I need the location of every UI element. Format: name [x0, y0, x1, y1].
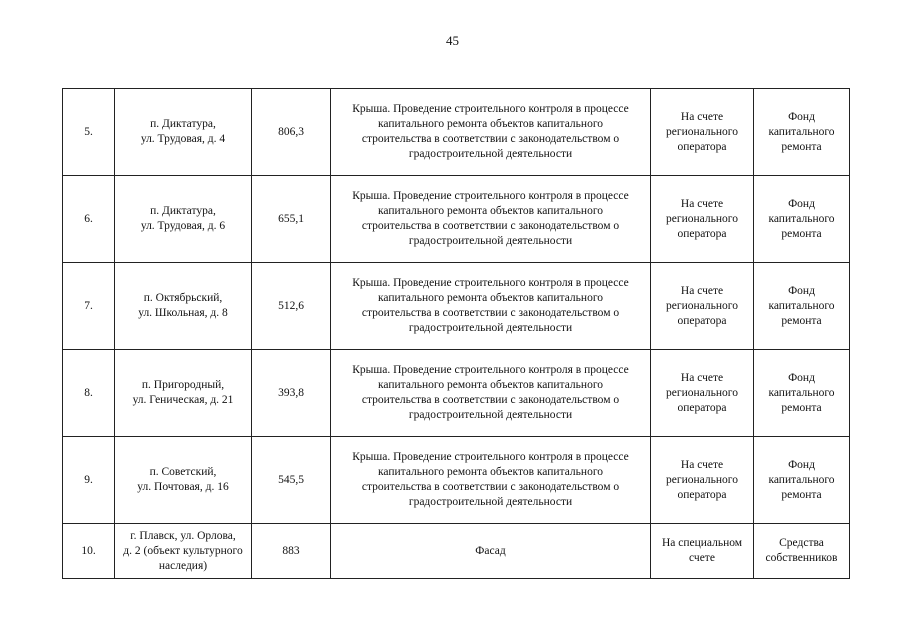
table-row [63, 89, 850, 176]
funding-source-cell-line: ремонта [781, 314, 822, 327]
funding-source-cell-line: капитального [768, 212, 835, 225]
address-cell-line: наследия) [158, 559, 208, 572]
account-cell [651, 263, 754, 350]
account-cell-line: оператора [677, 488, 727, 501]
address-cell-line: п. Диктатура, [150, 205, 216, 217]
funding-source-cell [754, 524, 850, 579]
account-cell-line: На счете [680, 197, 724, 210]
table-row [63, 263, 850, 350]
funding-source-cell-line: ремонта [781, 488, 822, 501]
table-row [63, 176, 850, 263]
area-cell: 883 [252, 524, 331, 579]
work-type-cell-line: Крыша. Проведение строительного контроля в процессе [352, 190, 629, 202]
account-cell-line: регионального [666, 125, 738, 138]
account-cell-line: На счете [680, 284, 724, 297]
address-cell-line: п. Советский, [149, 466, 217, 478]
work-type-cell-line: градостроительной деятельности [408, 322, 573, 334]
address-cell [115, 176, 252, 263]
funding-source-cell [754, 350, 850, 437]
account-cell [651, 89, 754, 176]
work-type-cell-line: Крыша. Проведение строительного контроля в процессе [352, 277, 629, 289]
funding-source-cell-line: собственников [765, 552, 838, 564]
work-type-cell-line: градостроительной деятельности [408, 235, 573, 247]
address-cell [115, 350, 252, 437]
work-type-cell-line: строительства в соответствии с законодательством о [361, 307, 620, 319]
table-row [63, 437, 850, 524]
funding-source-cell-line: Фонд [788, 371, 815, 384]
row-number: 7. [63, 263, 115, 350]
address-cell-line: ул. Трудовая, д. 4 [140, 133, 226, 145]
table-row [63, 350, 850, 437]
row-number: 5. [63, 89, 115, 176]
address-cell-line: ул. Трудовая, д. 6 [140, 220, 226, 232]
account-cell [651, 437, 754, 524]
funding-source-cell-line: ремонта [781, 140, 822, 153]
area-cell: 393,8 [252, 350, 331, 437]
account-cell-line: счете [689, 552, 715, 564]
funding-source-cell-line: Средства [779, 537, 824, 549]
account-cell [651, 524, 754, 579]
work-type-cell-line: Фасад [475, 544, 506, 557]
work-type-cell-line: градостроительной деятельности [408, 148, 573, 160]
funding-source-cell-line: Фонд [788, 284, 815, 297]
address-cell-line: п. Пригородный, [141, 379, 225, 391]
account-cell-line: оператора [677, 227, 727, 240]
funding-source-cell [754, 263, 850, 350]
row-number: 6. [63, 176, 115, 263]
address-cell-line: г. Плавск, ул. Орлова, [130, 529, 236, 542]
funding-source-cell-line: капитального [768, 386, 835, 399]
account-cell-line: регионального [666, 386, 738, 399]
address-cell-line: ул. Школьная, д. 8 [138, 307, 228, 319]
row-number: 8. [63, 350, 115, 437]
funding-source-cell-line: капитального [768, 125, 835, 138]
table-row [63, 524, 850, 579]
account-cell [651, 350, 754, 437]
account-cell-line: На специальном [661, 537, 743, 549]
work-type-cell-line: капитального ремонта объектов капитального [377, 379, 603, 391]
address-cell-line: п. Диктатура, [150, 118, 216, 130]
work-type-cell [331, 437, 651, 524]
funding-source-cell-line: Фонд [788, 458, 815, 471]
work-type-cell-line: строительства в соответствии с законодательством о [361, 481, 620, 493]
funding-source-cell [754, 176, 850, 263]
work-type-cell-line: капитального ремонта объектов капитального [377, 466, 603, 478]
funding-source-cell [754, 437, 850, 524]
address-cell [115, 437, 252, 524]
page-number: 45 [446, 33, 459, 48]
work-type-cell [331, 176, 651, 263]
work-type-cell-line: строительства в соответствии с законодательством о [361, 394, 620, 406]
work-type-cell-line: строительства в соответствии с законодательством о [361, 133, 620, 145]
account-cell-line: оператора [677, 314, 727, 327]
funding-source-cell-line: Фонд [788, 110, 815, 123]
table-body [63, 89, 850, 579]
address-cell [115, 524, 252, 579]
funding-source-cell-line: ремонта [781, 401, 822, 414]
account-cell-line: На счете [680, 110, 724, 123]
work-type-cell [331, 89, 651, 176]
account-cell-line: регионального [666, 299, 738, 312]
account-cell-line: регионального [666, 212, 738, 225]
funding-source-cell [754, 89, 850, 176]
account-cell-line: оператора [677, 140, 727, 153]
work-type-cell [331, 524, 651, 579]
account-cell-line: На счете [680, 371, 724, 384]
funding-source-cell-line: капитального [768, 473, 835, 486]
funding-source-cell-line: капитального [768, 299, 835, 312]
work-type-cell [331, 350, 651, 437]
work-type-cell-line: капитального ремонта объектов капитального [377, 118, 603, 130]
work-type-cell-line: Крыша. Проведение строительного контроля в процессе [352, 364, 629, 376]
row-number: 9. [63, 437, 115, 524]
work-type-cell-line: градостроительной деятельности [408, 409, 573, 421]
repair-program-table [62, 88, 850, 579]
work-type-cell-line: строительства в соответствии с законодательством о [361, 220, 620, 232]
area-cell: 806,3 [252, 89, 331, 176]
funding-source-cell-line: ремонта [781, 227, 822, 240]
account-cell-line: На счете [680, 458, 724, 471]
address-cell-line: п. Октябрьский, [143, 292, 223, 304]
account-cell-line: оператора [677, 401, 727, 414]
work-type-cell-line: капитального ремонта объектов капитального [377, 292, 603, 304]
work-type-cell-line: градостроительной деятельности [408, 496, 573, 508]
work-type-cell-line: Крыша. Проведение строительного контроля в процессе [352, 103, 629, 115]
address-cell-line: ул. Геническая, д. 21 [132, 394, 234, 406]
area-cell: 655,1 [252, 176, 331, 263]
area-cell: 545,5 [252, 437, 331, 524]
work-type-cell-line: капитального ремонта объектов капитального [377, 205, 603, 217]
address-cell-line: д. 2 (объект культурного [123, 544, 243, 557]
account-cell-line: регионального [666, 473, 738, 486]
address-cell-line: ул. Почтовая, д. 16 [137, 481, 229, 493]
row-number: 10. [63, 524, 115, 579]
work-type-cell [331, 263, 651, 350]
area-cell: 512,6 [252, 263, 331, 350]
address-cell [115, 263, 252, 350]
work-type-cell-line: Крыша. Проведение строительного контроля в процессе [352, 451, 629, 463]
address-cell [115, 89, 252, 176]
funding-source-cell-line: Фонд [788, 197, 815, 210]
account-cell [651, 176, 754, 263]
